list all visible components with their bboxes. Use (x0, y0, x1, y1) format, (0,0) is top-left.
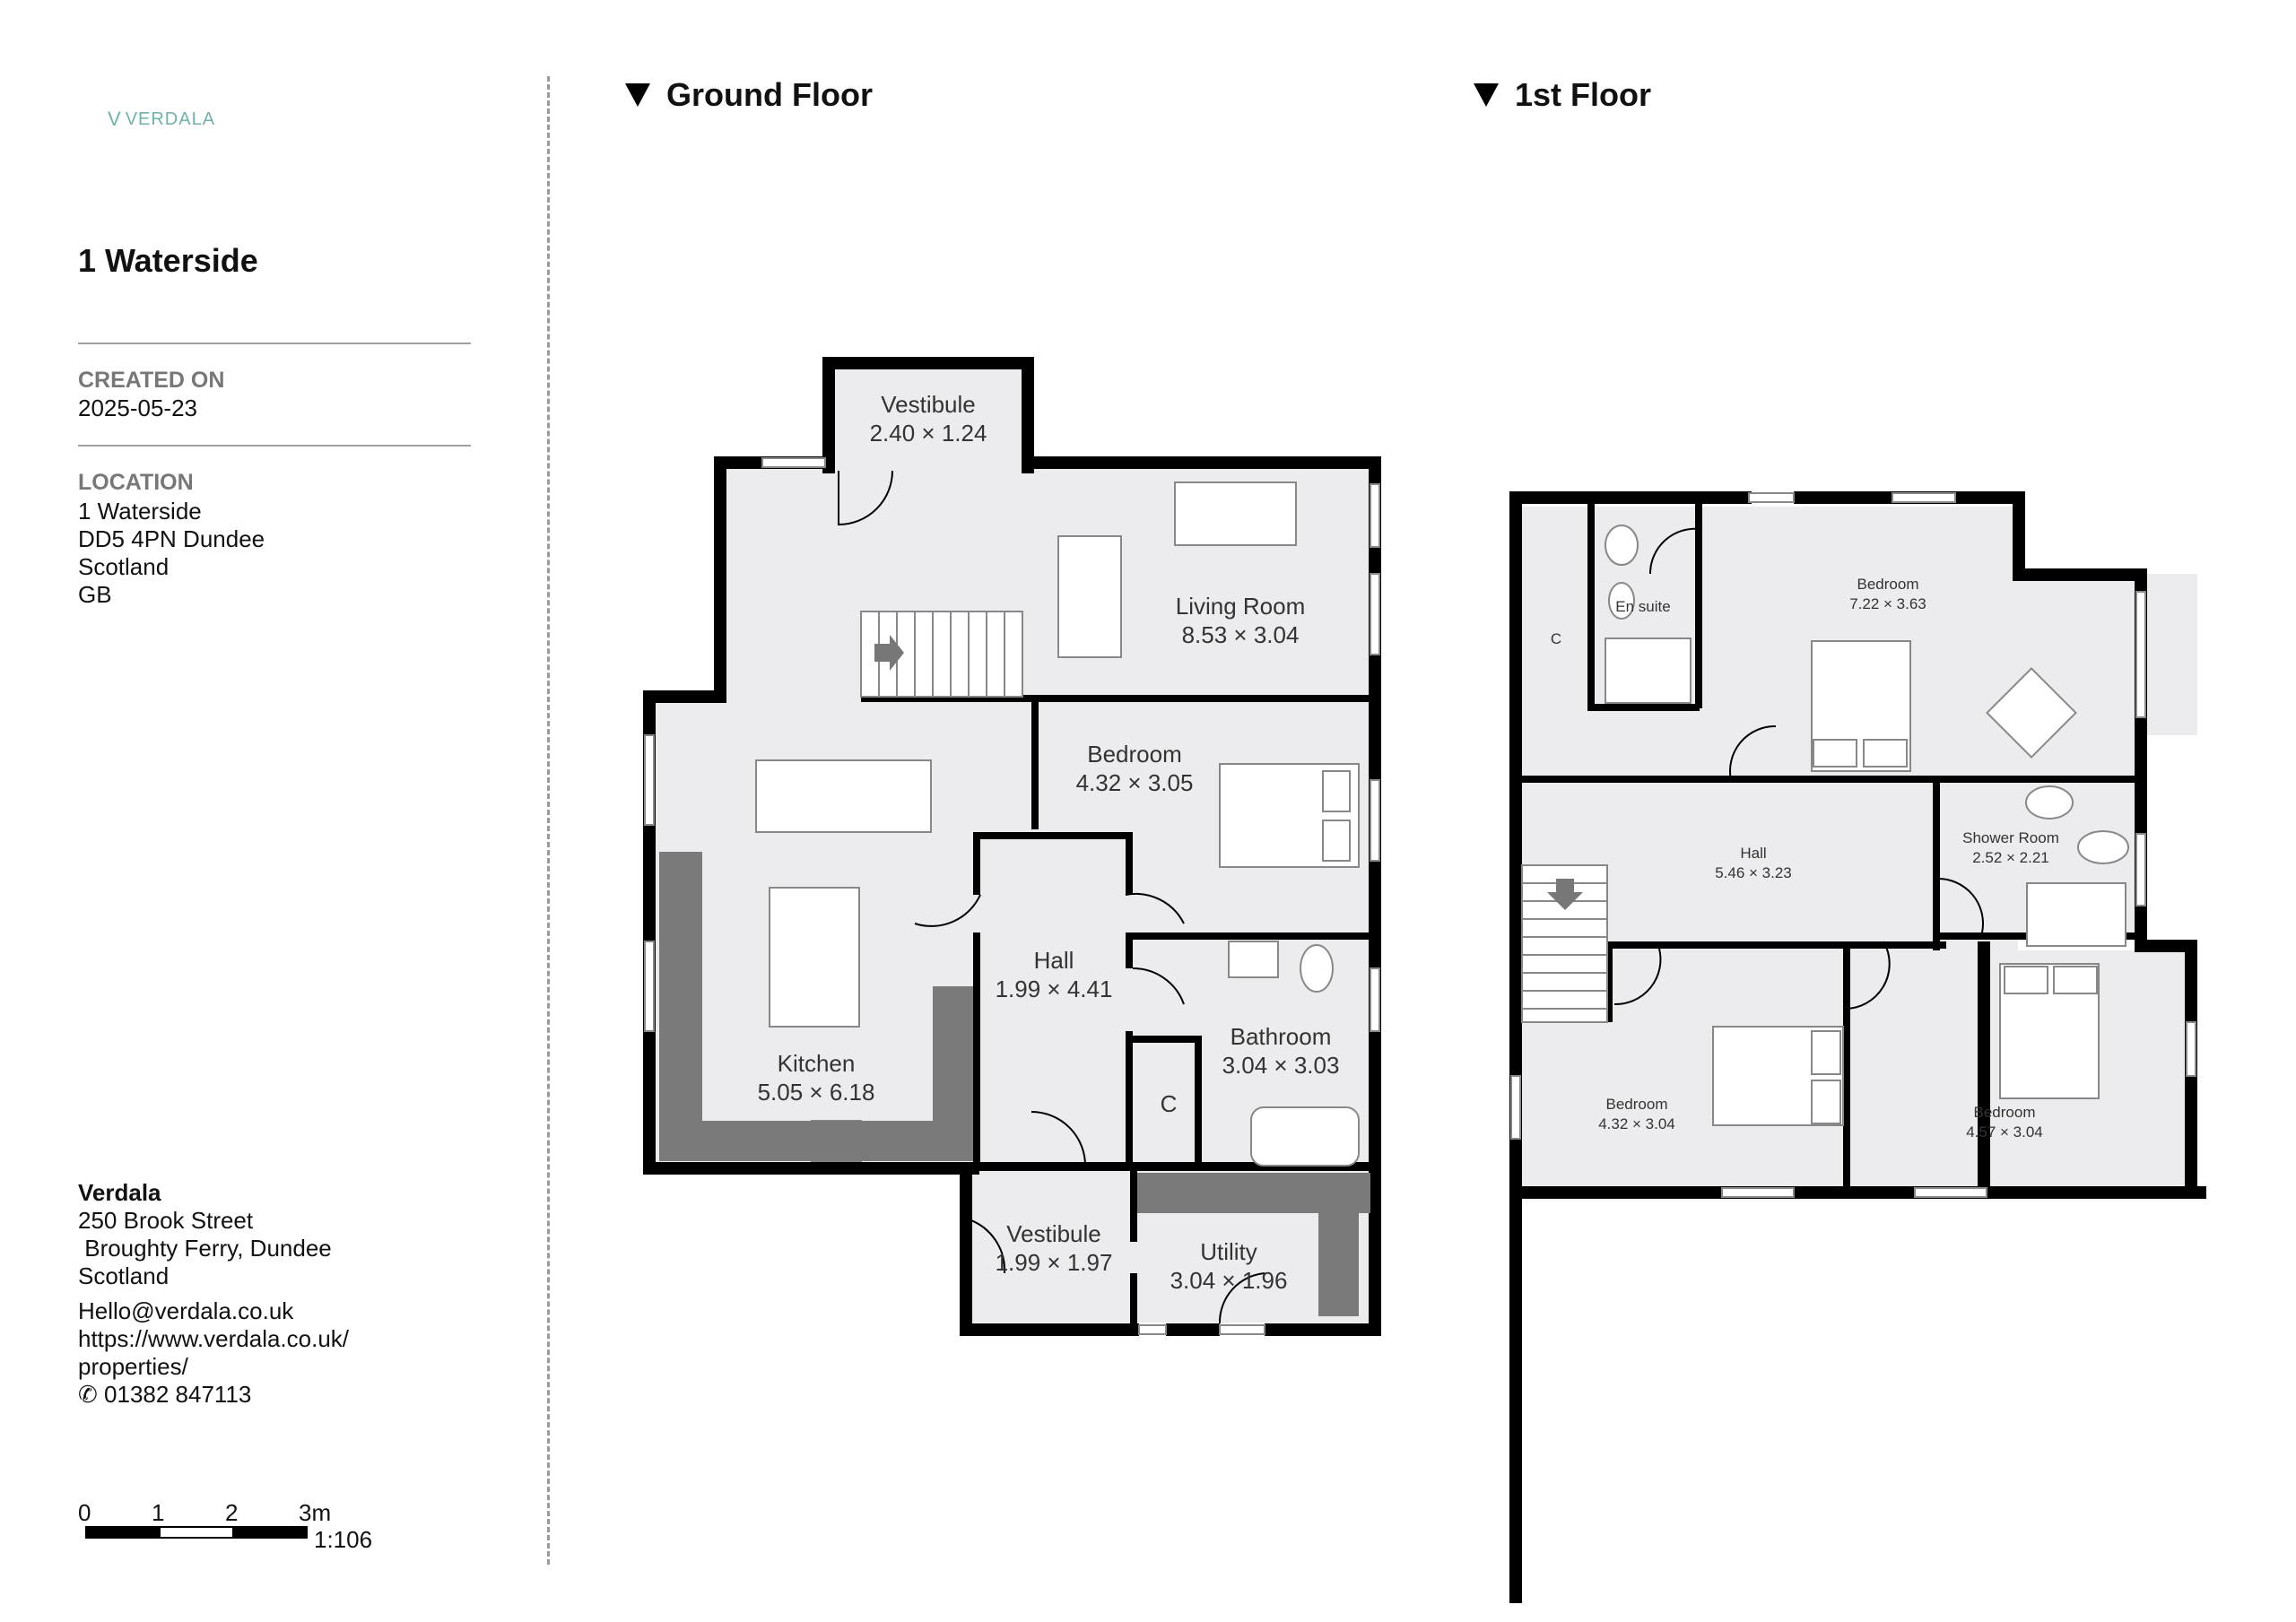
agent-address-line: Scotland (78, 1262, 170, 1289)
created-label: CREATED ON (78, 368, 225, 393)
location-line: Scotland (78, 553, 170, 580)
room-dims: 2.52 × 2.21 (1972, 849, 2049, 866)
room-dims: 3.04 × 3.03 (1222, 1052, 1340, 1079)
room-name: Bedroom (1087, 741, 1182, 768)
room-dims: 5.05 × 6.18 (757, 1079, 875, 1106)
created-value: 2025-05-23 (78, 395, 197, 421)
scale-tick: 2 (225, 1499, 239, 1526)
room-dims: 1.99 × 4.41 (995, 976, 1113, 1002)
first-floor-plan (1509, 491, 2206, 1603)
ground-floor-title: Ground Floor (666, 76, 873, 113)
room-name: Vestibule (1006, 1220, 1101, 1247)
location-line: GB (78, 581, 112, 608)
website-line: properties/ (78, 1353, 188, 1380)
room-dims: 8.53 × 3.04 (1181, 621, 1300, 648)
agent-address-line: 250 Brook Street (78, 1207, 254, 1234)
agent-name: Verdala (78, 1179, 161, 1206)
location-label: LOCATION (78, 470, 194, 495)
room-name: Bedroom (1605, 1096, 1668, 1113)
room-name: Bathroom (1230, 1023, 1332, 1050)
website-line: https://www.verdala.co.uk/ (78, 1325, 350, 1352)
property-title: 1 Waterside (78, 242, 258, 279)
agent-address-line: Broughty Ferry, Dundee (78, 1235, 332, 1262)
room-dims: 7.22 × 3.63 (1849, 595, 1926, 612)
agent-email-link[interactable]: Hello@verdala.co.uk (78, 1297, 294, 1324)
room-name: Shower Room (1962, 829, 2059, 846)
room-name: C (1160, 1090, 1178, 1117)
room-name: Hall (1033, 947, 1074, 974)
ground-floor-plan (643, 357, 1381, 1336)
room-dims: 4.32 × 3.05 (1075, 769, 1194, 796)
room-name: Vestibule (881, 391, 976, 418)
scale-ratio: 1:106 (314, 1526, 373, 1553)
room-dims: 4.32 × 3.04 (1598, 1115, 1675, 1132)
room-name: Hall (1740, 845, 1767, 862)
phone-icon: ✆ (78, 1381, 98, 1408)
room-name: Bedroom (1857, 576, 1919, 593)
room-name: Utility (1200, 1238, 1257, 1265)
room-dims: 5.46 × 3.23 (1715, 864, 1792, 881)
ground-stairs (861, 612, 1022, 697)
first-floor-title: 1st Floor (1515, 76, 1652, 113)
scale-tick: 0 (78, 1499, 91, 1526)
room-dims: 2.40 × 1.24 (869, 420, 987, 447)
location-line: 1 Waterside (78, 498, 202, 525)
room-dims: 1.99 × 1.97 (995, 1249, 1113, 1276)
room-name: C (1550, 630, 1562, 647)
logo-text: VERDALA (125, 108, 216, 129)
room-name: Living Room (1175, 593, 1306, 620)
room-dims: 3.04 × 1.96 (1170, 1267, 1288, 1294)
location-line: DD5 4PN Dundee (78, 525, 265, 552)
room-name: En suite (1615, 598, 1671, 615)
room-name: Bedroom (1973, 1104, 2036, 1121)
first-stairs (1522, 865, 1607, 1022)
phone-number: 01382 847113 (104, 1381, 252, 1408)
room-dims: 4.57 × 3.04 (1966, 1123, 2043, 1141)
logo-v-icon: V (108, 108, 122, 130)
room-name: Kitchen (777, 1050, 856, 1077)
scale-tick: 3m (299, 1499, 332, 1526)
scale-tick: 1 (152, 1499, 165, 1526)
